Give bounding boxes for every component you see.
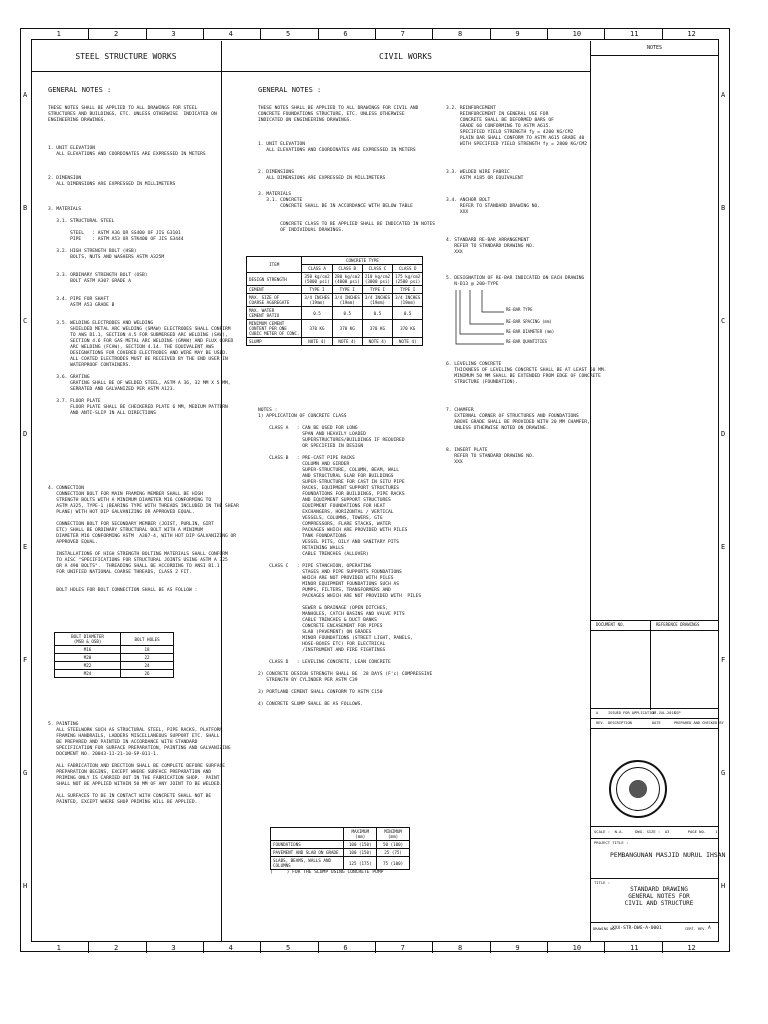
concrete-row-value: 280 kg/cm2 (4000 psi) [332,273,362,286]
tb-rev-cell: REV. [596,721,605,725]
tb-line-drawing-no [590,922,719,923]
grid-letter: G [721,768,726,777]
bolt-holes-table: BOLT DIAMETER (MSB & OSB) BOLT HOLES M16 18 M20 22 M22 24 M24 26 [54,632,174,678]
grid-tick [490,28,491,39]
grid-tick [318,28,319,39]
tb-rev-cell: ISSUED FOR APPLICATION [608,711,656,715]
slump-cell: 100 (150) [344,849,377,857]
tb-line-ref2 [590,630,719,631]
grid-letter: H [721,881,726,890]
concrete-row-value: 370 KG [362,320,392,338]
civil-note-insert-plate: 8. INSERT PLATE REFER TO STANDARD DRAWING NO. XXX [446,448,535,465]
grid-tick [547,942,548,953]
concrete-row-value: 370 KG [393,320,423,338]
grid-tick [146,942,147,953]
concrete-row-item: MINIMUM CEMENT CONTENT PER ONE CUBIC METER OF CONC. [247,320,302,338]
grid-tick [375,28,376,39]
grid-tick [547,28,548,39]
grid-tick [432,942,433,953]
tb-ref-divider [650,620,651,710]
company-seal-inner [616,767,660,811]
grid-letter: G [23,768,28,777]
grid-tick [662,942,663,953]
grid-tick [88,942,89,953]
grid-tick [318,942,319,953]
slump-cell: 25 (75) [377,849,410,857]
tb-line-title [590,878,719,879]
grid-letter: C [721,317,726,326]
tb-title-line-2: GENERAL NOTES FOR [628,893,690,900]
concrete-row-value: TYPE I [362,286,392,294]
grid-number: 1 [56,30,61,38]
tb-rev-cell: DATE [652,721,661,725]
grid-letter: D [721,430,726,439]
concrete-row-value: NOTE 4) [362,338,392,346]
steel-note-4: 4. CONNECTION CONNECTION BOLT FOR MAIN FRAMING MEMBER SHALL BE HIGH STRENGTH BOLTS WITH A MINIMUM DIAMETER M16 CONFORMING TO ASTM A325, TYPE-1 (BEARING TYPE WITH THREADS INCLUDED IN THE SHEAR PLANE) WITH HOT DIP GALVANIZING OR APPROVED EQUAL. CONNECTION BOLT FOR SECONDARY MEMBER (JOIST, PURLIN, GIRT ETC) SHALL BE ORDINARY STRUCTURAL BOLT WITH A MINIMUM DIAMETER M16 CONFORMING ASTM A307-4, WITH HOT DIP GALVANIZING OR APPROVED EQUAL. INSTALLATIONS OF HIGH STRENGTH BOLTING MATERIALS SHALL CONFORM TO AISC "SPECIFICATIONS FOR STRUCTURAL JOINTS USING ASTM A 325 OR A 490 BOLTS". THREADING SHALL BE ACCORDING TO ANSI B1.1 FOR UNIFIED NATIONAL COARSE THREADS, CLASS 2 FIT. BOLT HOLES FOR BOLT CONNECTION SHALL BE AS FOLLOW : [48,486,239,593]
grid-tick [432,28,433,39]
grid-number: 3 [171,944,176,952]
steel-note-3: 3. MATERIALS 3.1. STRUCTURAL STEEL STEEL : ASTM A36 OR SS400 OF JIS G3101 PIPE : ASTM A53 OR STK400 OF JIS G3444 3.2. HIGH STRENGTH BOLT (HSB) BOLTS, NUTS AND WASHERS ASTM A325M 3.3. ORDINARY STRENGTH BOLT (OSB) BOLT ASTM A307 GRADE A 3.4. PIPE FOR SHAFT ASTM A53 GRADE B 3.5. WELDING ELECTRODES AND WELDING SHIELDED METAL ARC WELDING (SMAW) ELECTRODES SHALL CONFIRM TO AWS D1.1, SECTION 4.5 FOR SUBMERGED ARC WELDING (SAW), SECTION 4.6 FOR GAS METAL ARC WELDING (GMAW) AND FLUX CORED ARC WELDING (FCAW), SECTION 4.14. THE EQUIVALENT AWS DESIGNATIONS FOR COVERED ELECTRODES AND WIRE MAY BE USED. ALL COATED ELECTRODES MUST BE RECEIVED BY THE END USER IN WATERPROOF CONTAINERS. 3.6. GRATING GRATING SHALL BE OF WELDED STEEL, ASTM A 36, 32 MM X 5 MM, SERRATED AND GALVANIZED PER ASTM A123. 3.7. FLOOR PLATE FLOOR PLATE SHALL BE CHECKERED PLATE 6 MM, MEDIUM PATTERN AND ANTI-SLIP IN ALL DIRECTIONS [48,207,234,416]
grid-number: 5 [286,944,291,952]
grid-letter: F [23,655,28,664]
civil-notes-list: NOTES : 1) APPLICATION OF CONCRETE CLASS CLASS A : CAN BE USED FOR LONG SPAN AND HEAVILY LOADED SUPERSTRUCTURES/BUILDINGS IF REQUIRED OR SPECIFIED IN DESIGN CLASS B : PRE-CAST PIPE RACKS COLUMN AND GIRDER SUPER-STRUCTURE, COLUMN, BEAM, WALL AND STRUCTURAL SLAB FOR BUILDINGS SUPER-STRUCTURE FOR CAST IN SITU PIPE RACKS, EQUIPMENT SUPPORT STRUCTURES FOUNDATIONS FOR BUILDINGS, PIPE RACKS AND EQUIPMENT SUPPORT STRUCTURES EQUIPMENT FOUNDATIONS FOR HEAT EXCHANGERS, HORIZONTAL / VERTICAL VESSELS, COLUMNS, TOWERS, GTG COMPRESSORS, FLARE STACKS, WATER PACKAGES WHICH ARE PROVIDED WITH PILES TANK FOUNDATIONS VESSEL PITS, OILY AND SANITARY PITS RETAINING WALLS CABLE TRENCHES (ALLOVER) CLASS C : PIPE STANCHION, OPERATING STAGES AND PIPE SUPPORTS FOUNDATIONS WHICH ARE NOT PROVIDED WITH PILES MINOR EQUIPMENT FOUNDATIONS SUCH AS PUMPS, FILTERS, TRANSFORMERS AND PACKAGES WHICH ARE NOT PROVIDED WITH PILES SEWER & DRAINAGE (OPEN DITCHES, MANHOLES, CATCH BASINS AND VALVE PITS CABLE TRENCHES & DUCT BANKS CONCRETE ENCASEMENT FOR PIPES SLAB (PAVEMENT) ON GRADES MINOR FOUNDATIONS (STREET LIGHT, PANELS, HOSE-BOXES ETC) FOR ELECTRICAL /INSTRUMENT AND FIRE FIGHTINGS CLASS D : LEVELING CONCRETE, LEAN CONCRETE 2) CONCRETE DESIGN STRENGTH SHALL BE 28 DAYS (F'c) COMPRESSIVE STRENGTH BY CYLINDER PER ASTM C39 3) PORTLAND CEMENT SHALL CONFORM TO ASTM C150 4) CONCRETE SLUMP SHALL BE AS FOLLOWS. [258,408,433,707]
concrete-table-row [247,286,423,294]
slump-footnote: ( ) FOR THE SLUMP USING CONCRETE PUMP [270,870,384,875]
grid-tick [146,28,147,39]
grid-number: 4 [228,30,233,38]
grid-letter: B [23,204,28,213]
grid-number: 5 [286,30,291,38]
concrete-row-value: 3/4 INCHES (19mm) [362,294,392,307]
concrete-row-value: NOTE 4) [332,338,362,346]
grid-number: 10 [572,944,582,952]
grid-tick [260,28,261,39]
slump-table-row [271,841,410,849]
slump-cell: FOUNDATIONS [271,841,344,849]
tb-title-line-1: STANDARD DRAWING [630,886,688,893]
concrete-table-row [247,273,423,286]
tb-title-line-3: CIVIL AND STRUCTURE [624,900,694,907]
grid-letter: D [23,430,28,439]
civil-notes-title: GENERAL NOTES : [258,86,322,94]
grid-tick [260,942,261,953]
slump-cell: 125 (175) [344,857,377,870]
header-notes: NOTES [590,41,719,56]
slump-cell: SLABS, BEAMS, WALLS AND COLUMNS [271,857,344,870]
civil-notes-intro: THESE NOTES SHALL BE APPLIED TO ALL DRAWINGS FOR CIVIL AND CONCRETE FOUNDATIONS STRUCTURE, ETC. UNLESS OTHERWISE INDICATED ON ENGINEERING DRAWINGS. [258,106,419,123]
concrete-row-value: 0.5 [332,307,362,320]
tb-project-title: PEMBANGUNAN MASJID NURUL IHSAN [610,851,726,859]
grid-number: 8 [458,944,463,952]
concrete-table-row [247,294,423,307]
concrete-row-item: SLUMP [247,338,302,346]
concrete-row-item: MAX. SIZE OF COARSE AGGREGATE [247,294,302,307]
slump-cell: 75 (100) [377,857,410,870]
tb-line-project [590,838,719,839]
grid-number: 3 [171,30,176,38]
grid-number: 4 [228,944,233,952]
civil-note-rebar-arrangement: 4. STANDARD RE-BAR ARRANGEMENT REFER TO STANDARD DRAWING NO. XXX [446,238,535,255]
tb-line-scale [590,826,719,827]
grid-tick [604,28,605,39]
civil-note-anchor-bolt: 3.4. ANCHOR BOLT REFER TO STANDARD DRAWING NO. XXX [446,198,541,215]
concrete-row-value: 370 KG [332,320,362,338]
tb-rev-label: CERT. REV. [685,927,707,931]
grid-tick [203,942,204,953]
concrete-row-value: NOTE 4) [393,338,423,346]
steel-note-2: 2. DIMENSION ALL DIMENSIONS ARE EXPRESSED IN MILLIMETERS [48,176,176,187]
concrete-row-item: CEMENT [247,286,302,294]
grid-tick [375,942,376,953]
concrete-row-value: 210 kg/cm2 (3000 psi) [362,273,392,286]
grid-number: 2 [114,944,119,952]
grid-tick [662,28,663,39]
header-steel: STEEL STRUCTURE WORKS [31,41,221,72]
grid-letter: B [721,204,726,213]
grid-letter: A [23,91,28,100]
tb-scale: SCALE : N.A. DWG. SIZE : A3 PAGE NO. 1 [594,829,718,834]
grid-letter: E [23,542,28,551]
concrete-type-table: ITEM CONCRETE TYPE CLASS A CLASS B CLASS C CLASS D DESIGN STRENGTH 350 kg/cm2 (5000 psi) 280 kg/cm2 (4000 psi) 210 kg/cm2 (3000 psi) 175 kg/cm2 (2500 psi) CEMENT TYPE I TYPE I TYPE I TYPE I MAX. SIZE OF COARSE AGGREGATE 3/4 INCHES (19mm) 3/4 INCHES (19mm) 3/4 INCHES (19mm) 3/4 INCHES (19mm) MAX. WATER CEMENT RATIO 0.5 0.5 0.5 0.5 MINIMUM CEMENT CONTENT PER ONE CUBIC METER OF CONC. 370 KG 370 KG 370 KG 370 KG SLUMP NOTE 4) NOTE 4) NOTE 4) NOTE 4) [246,256,423,346]
concrete-row-value: TYPE I [332,286,362,294]
grid-letter: A [721,91,726,100]
tb-line-ref [590,620,719,621]
tb-drawing-no: XXX-STR-DWG-A-0001 [612,926,662,931]
civil-note-leveling: 6. LEVELING CONCRETE THICKNESS OF LEVELING CONCRETE SHALL BE AT LEAST 50 MM. MINIMUM 50 MM SHALL BE EXTENDED FROM EDGE OF CONCRETE STRUCTURE (FOUNDATION). [446,362,607,385]
slump-cell: PAVEMENT AND SLAB ON GRADE [271,849,344,857]
grid-number: 6 [343,944,348,952]
tb-rev-cell: CSP [674,711,681,715]
grid-number: 12 [687,30,696,38]
steel-notes-intro: THESE NOTES SHALL BE APPLIED TO ALL DRAWINGS FOR STEEL STRUCTURES AND BUILDINGS, ETC. UNLESS OTHERWISE INDICATED ON ENGINEERING DRAWINGS. [48,106,217,123]
grid-letter: F [721,655,726,664]
tb-project-title-label: PROJECT TITLE : [594,840,629,845]
concrete-row-item: DESIGN STRENGTH [247,273,302,286]
grid-letter: C [23,317,28,326]
grid-tick [490,942,491,953]
rebar-label-type: RE-BAR TYPE [506,307,533,312]
steel-note-5: 5. PAINTING ALL STEELWORK SUCH AS STRUCTURAL STEEL, PIPE RACKS, PLATFORM FRAMING HANDRAILS, LADDERS MISCELLANEOUS SUPPORT ETC. SHALL BE PREPARED AND PAINTED IN ACCORDANCE WITH STANDARD SPECIFICATION FOR SURFACE PREPARATION, PAINTING AND GALVANIZING DOCUMENT NO. 20043-11-21-10-SP-011-1. ALL FABRICATION AND ERECTION SHALL BE COMPLETE BEFORE SURFACE PREPARATION BEGINS, EXCEPT WHERE SURFACE PREPARATION AND PRIMING ONLY IS CARRIED OUT IN THE FABRICATION SHOP. PAINT SHALL NOT BE APPLIED WITHIN 50 MM OF ANY JOINT TO BE WELDED. ALL SURFACES TO BE IN CONTACT WITH CONCRETE SHALL NOT BE PAINTED, EXCEPT WHERE SHOP PRIMING WILL BE APPLIED. [48,722,231,805]
concrete-table-row [247,320,423,338]
grid-number: 7 [400,944,405,952]
concrete-row-value: 0.5 [302,307,332,320]
concrete-row-value: 370 KG [302,320,332,338]
grid-number: 11 [630,30,639,38]
grid-number: 2 [114,30,119,38]
slump-cell: 50 (100) [377,841,410,849]
rebar-label-spacing: RE-BAR SPACING (mm) [506,319,552,324]
tb-rev-cell: 17-JUL-2015 [652,711,676,715]
grid-tick [88,28,89,39]
concrete-row-value: 350 kg/cm2 (5000 psi) [302,273,332,286]
concrete-row-value: 3/4 INCHES (19mm) [332,294,362,307]
concrete-row-value: 175 kg/cm2 (2500 psi) [393,273,423,286]
tb-drawing-no-label: DRAWING NO. [593,927,617,931]
civil-note-rebar-designation: 5. DESIGNATION OF RE-BAR INDICATED ON EACH DRAWING N-D13 @ 200-TYPE [446,276,585,287]
civil-note-2: 2. DIMENSIONS ALL DIMENSIONS ARE EXPRESSED IN MILLIMETERS [258,170,386,181]
tb-line-rev-mid [590,718,719,719]
concrete-row-value: TYPE I [302,286,332,294]
grid-number: 12 [687,944,696,952]
slump-table-row [271,849,410,857]
tb-title-label: TITLE : [594,880,611,885]
grid-number: 8 [458,30,463,38]
tb-line-rev-bottom [590,728,719,729]
grid-number: 1 [56,944,61,952]
concrete-row-value: 3/4 INCHES (19mm) [393,294,423,307]
concrete-row-item: MAX. WATER CEMENT RATIO [247,307,302,320]
grid-number: 11 [630,944,639,952]
steel-note-1: 1. UNIT ELEVATION ALL ELEVATIONS AND COORDINATES ARE EXPRESSED IN METERS [48,146,206,157]
concrete-table-row [247,338,423,346]
steel-notes-title: GENERAL NOTES : [48,86,112,94]
header-civil: CIVIL WORKS [221,41,590,72]
tb-ref-doc: DOCUMENT NO. [596,622,625,627]
tb-rev-cell: A [596,711,599,715]
grid-number: 9 [515,944,520,952]
grid-tick [604,942,605,953]
tb-rev-cell: DESCRIPTION [608,721,632,725]
grid-number: 7 [400,30,405,38]
grid-tick [203,28,204,39]
civil-note-1: 1. UNIT ELEVATION ALL ELEVATIONS AND COORDINATES ARE EXPRESSED IN METERS [258,142,416,153]
civil-note-wire-fabric: 3.3. WELDED WIRE FABRIC ASTM A185 OR EQUIVALENT [446,170,524,181]
concrete-table-row [247,307,423,320]
civil-note-3: 3. MATERIALS 3.1. CONCRETE CONCRETE SHALL BE IN ACCORDANCE WITH BELOW TABLE CONCRETE CLASS TO BE APPLIED SHALL BE INDICATED IN NOTES OF INDIVIDUAL DRAWINGS. [258,192,436,233]
divider-civil-titleblock [590,41,591,942]
slump-table-row [271,857,410,870]
grid-number: 6 [343,30,348,38]
tb-ref-title: REFERENCE DRAWINGS [656,622,700,627]
tb-line-rev-top [590,708,719,709]
slump-cell: 100 (150) [344,841,377,849]
concrete-slump-table: MAXIMUM (mm) MINIMUM (mm) FOUNDATIONS 100 (150) 50 (100) PAVEMENT AND SLAB ON GRADE 100 (150) 25 (75) SLABS, BEAMS, WALLS AND COLUMNS 125 (175) 75 (100) [270,827,410,870]
rebar-label-quantities: RE-BAR QUANTITIES [506,339,547,344]
concrete-row-value: NOTE 4) [302,338,332,346]
civil-note-chamfer: 7. CHAMFER EXTERNAL CORNER OF STRUCTURES AND FOUNDATIONS ABOVE GRADE SHALL BE PROVIDED WITH 20 MM CHAMFER, UNLESS OTHERWISE NOTED ON DRAWING. [446,408,590,431]
concrete-row-value: 0.5 [362,307,392,320]
grid-number: 10 [572,30,582,38]
concrete-row-value: 0.5 [393,307,423,320]
concrete-row-value: 3/4 INCHES (19mm) [302,294,332,307]
tb-rev-value: A [708,926,711,931]
concrete-row-value: TYPE I [393,286,423,294]
grid-number: 9 [515,30,520,38]
grid-letter: H [23,881,28,890]
tb-rev-cell: PREPARED AND CHECKED BY [674,721,724,725]
grid-letter: E [721,542,726,551]
rebar-label-diameter: RE-BAR DIAMETER (mm) [506,329,555,334]
civil-note-reinforcement: 3.2. REINFORCEMENT REINFORCEMENT IN GENERAL USE FOR CONCRETE SHALL BE DEFORMED BARS OF GRADE 60 CONFORMING TO ASTM A615. SPECIFIED YIELD STRENGTH fy = 4200 KG/CM2 PLAIN BAR SHALL CONFORM TO ASTM A615 GRADE 40 WITH SPECIFIED YIELD STRENGTH fy = 2800 KG/CM2 [446,106,588,147]
